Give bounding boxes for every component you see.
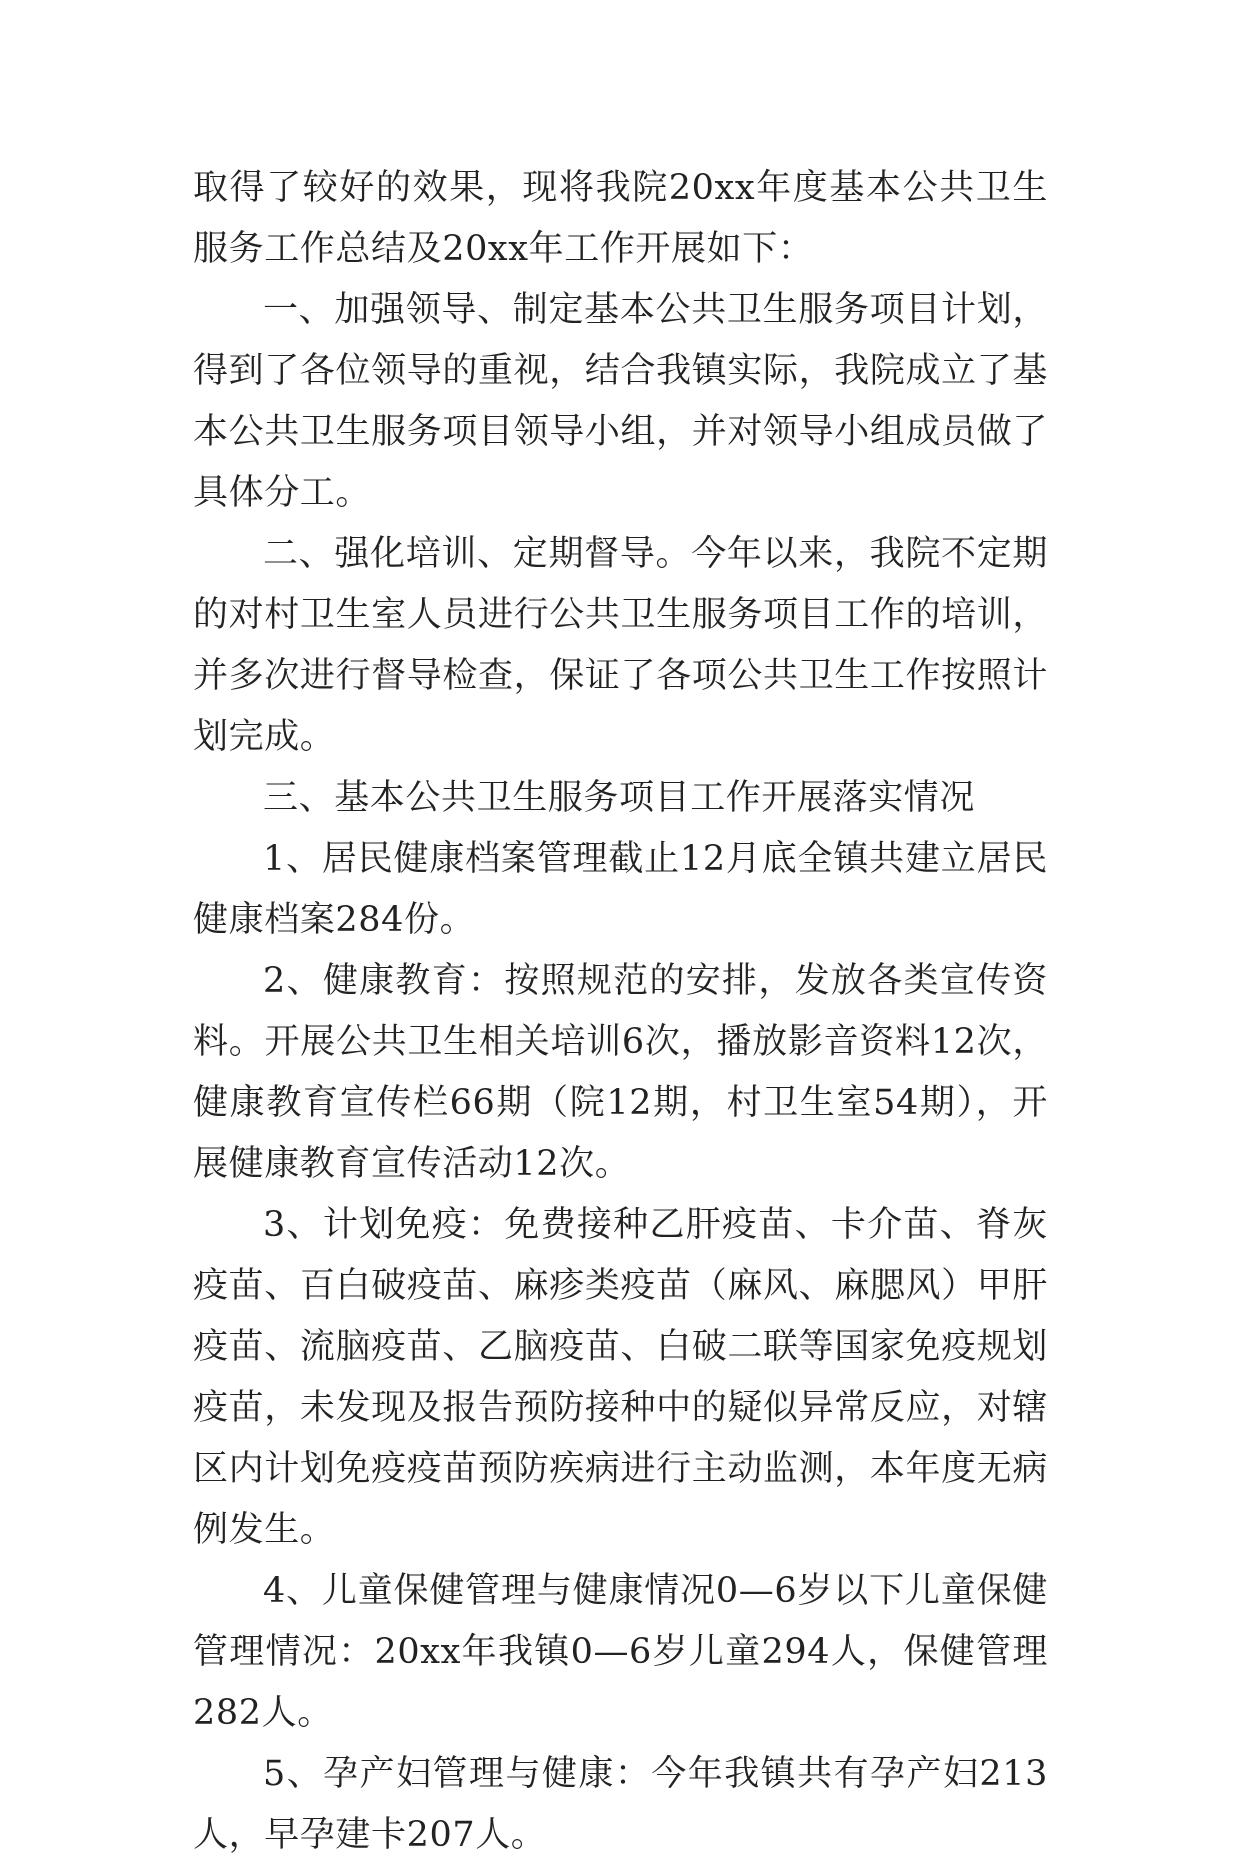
paragraph-item-2: 2、健康教育：按照规范的安排，发放各类宣传资料。开展公共卫生相关培训6次，播放影音资料12次，健康教育宣传栏66期（院12期，村卫生室54期），开展健康教育宣传活动12次。 <box>193 961 1048 1184</box>
paragraph-section-1: 一、加强领导、制定基本公共卫生服务项目计划，得到了各位领导的重视，结合我镇实际，我院成立了基本公共卫生服务项目领导小组，并对领导小组成员做了具体分工。 <box>193 290 1048 513</box>
paragraph-intro-continuation: 取得了较好的效果，现将我院20xx年度基本公共卫生服务工作总结及20xx年工作开展如下： <box>193 168 1048 269</box>
paragraph-item-3: 3、计划免疫：免费接种乙肝疫苗、卡介苗、脊灰疫苗、百白破疫苗、麻疹类疫苗（麻风、麻腮风）甲肝疫苗、流脑疫苗、乙脑疫苗、白破二联等国家免疫规划疫苗，未发现及报告预防接种中的疑似异常反应，对辖区内计划免疫疫苗预防疾病进行主动监测，本年度无病例发生。 <box>193 1205 1048 1550</box>
paragraph-section-2: 二、强化培训、定期督导。今年以来，我院不定期的对村卫生室人员进行公共卫生服务项目工作的培训，并多次进行督导检查，保证了各项公共卫生工作按照计划完成。 <box>193 534 1048 757</box>
paragraph-section-3-heading: 三、基本公共卫生服务项目工作开展落实情况 <box>263 778 976 818</box>
paragraph-item-1: 1、居民健康档案管理截止12月底全镇共建立居民健康档案284份。 <box>193 839 1048 940</box>
paragraph-item-4: 4、儿童保健管理与健康情况0—6岁以下儿童保健管理情况：20xx年我镇0—6岁儿童294人，保健管理282人。 <box>193 1571 1048 1733</box>
paragraph-item-5: 5、孕产妇管理与健康：今年我镇共有孕产妇213人，早孕建卡207人。 <box>193 1754 1048 1855</box>
document-body <box>193 158 1048 1866</box>
